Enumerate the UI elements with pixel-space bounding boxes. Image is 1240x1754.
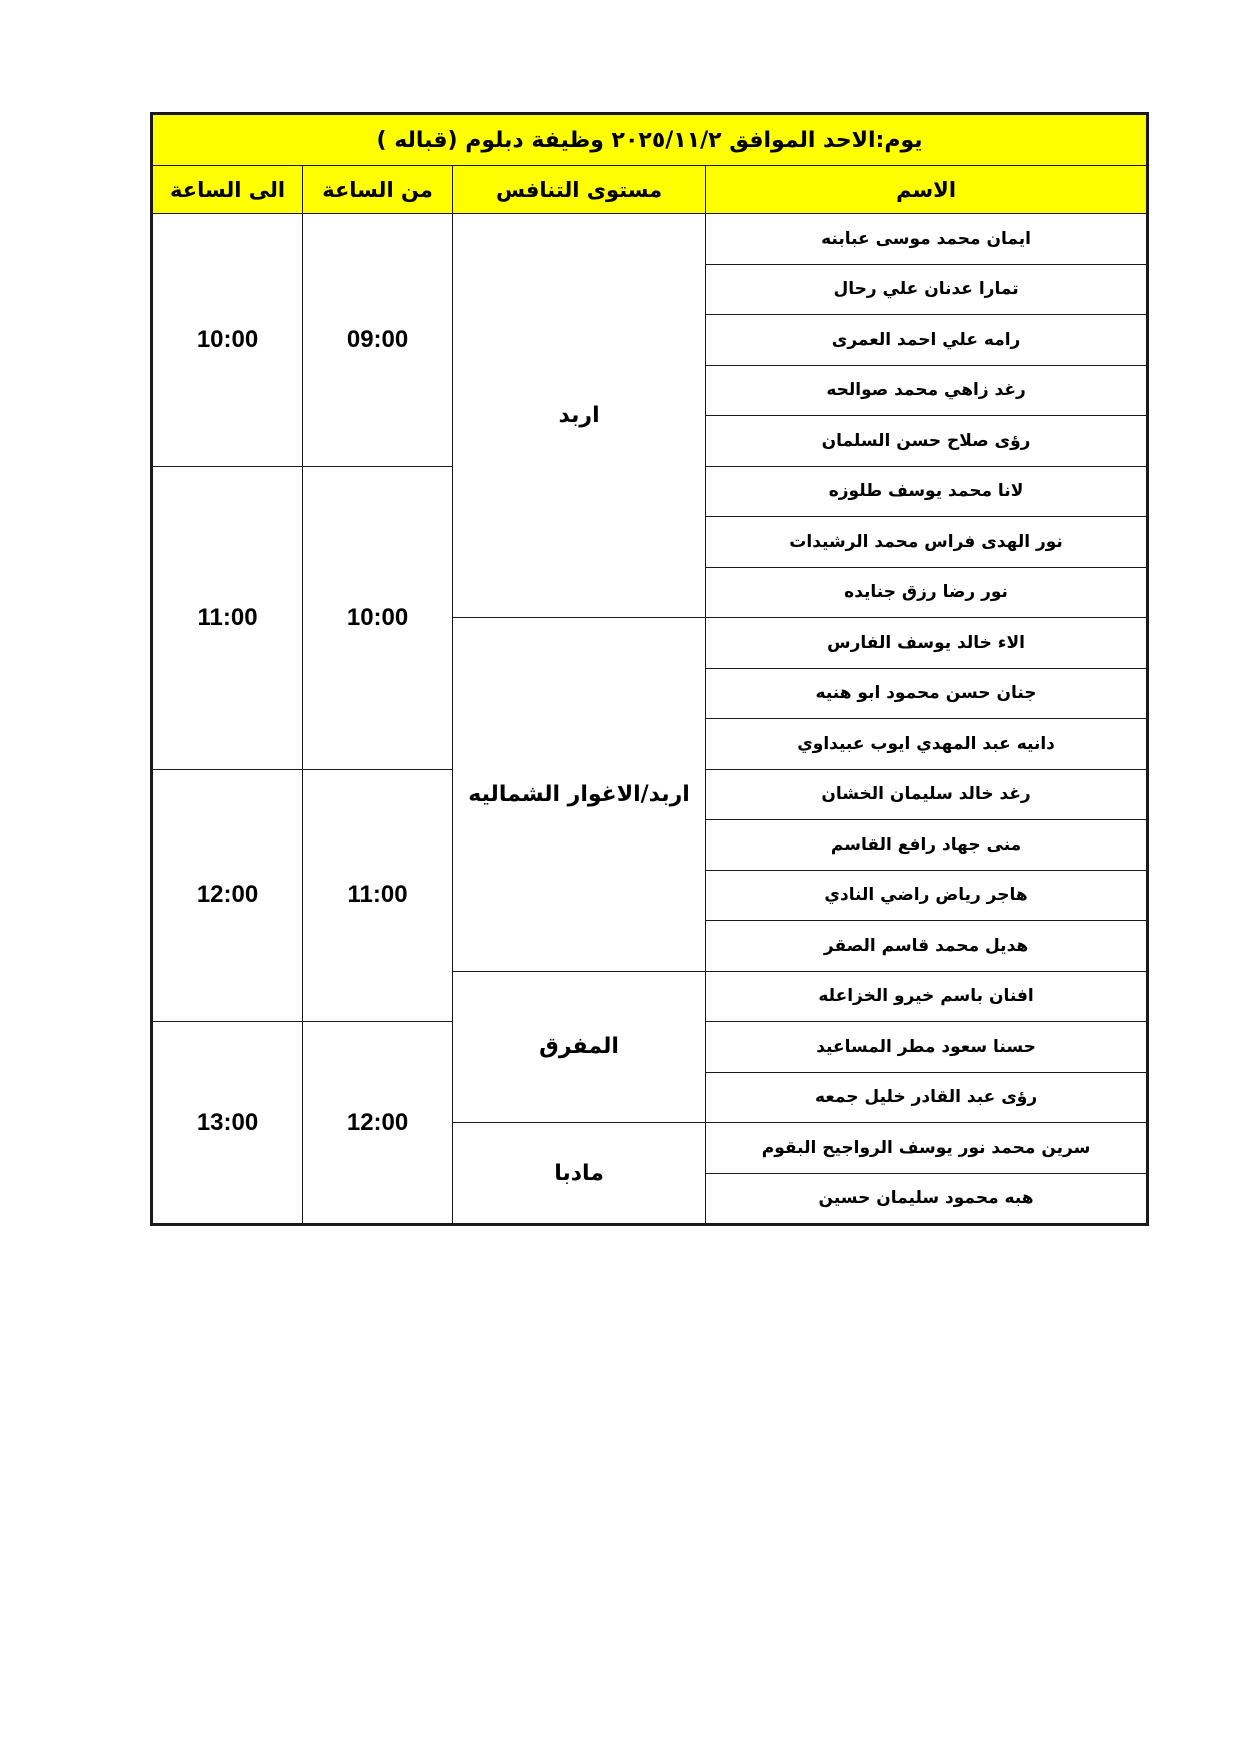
from-time: 09:00 [303,214,453,467]
candidate-name: رؤى صلاح حسن السلمان [706,416,1148,467]
column-header-to: الى الساعة [152,166,303,214]
candidate-name: نور الهدى فراس محمد الرشيدات [706,517,1148,568]
candidate-name: رغد خالد سليمان الخشان [706,769,1148,820]
to-time: 10:00 [152,214,303,467]
candidate-name: هبه محمود سليمان حسين [706,1173,1148,1225]
schedule-title: يوم:الاحد الموافق ٢٠٢٥/١١/٢ وظيفة دبلوم (قباله ) [152,114,1148,166]
to-time: 12:00 [152,769,303,1022]
region-cell: اربد/الاغوار الشماليه [453,618,706,972]
candidate-name: رؤى عبد القادر خليل جمعه [706,1072,1148,1123]
from-time: 12:00 [303,1022,453,1225]
candidate-name: حسنا سعود مطر المساعيد [706,1022,1148,1073]
candidate-name: الاء خالد يوسف الفارس [706,618,1148,669]
column-header-from: من الساعة [303,166,453,214]
candidate-name: جنان حسن محمود ابو هنيه [706,668,1148,719]
candidate-name: هاجر رياض راضي النادي [706,870,1148,921]
candidate-name: منى جهاد رافع القاسم [706,820,1148,871]
region-cell: المفرق [453,971,706,1123]
candidate-name: سرين محمد نور يوسف الرواجيح البقوم [706,1123,1148,1174]
candidate-name: دانيه عبد المهدي ايوب عبيداوي [706,719,1148,770]
from-time: 10:00 [303,466,453,769]
candidate-name: رامه علي احمد العمرى [706,315,1148,366]
candidate-name: نور رضا رزق جنايده [706,567,1148,618]
candidate-name: رغد زاهي محمد صوالحه [706,365,1148,416]
exam-schedule-table [150,112,1149,1226]
region-cell: مادبا [453,1123,706,1225]
candidate-name: لانا محمد يوسف طلوزه [706,466,1148,517]
candidate-name: افنان باسم خيرو الخزاعله [706,971,1148,1022]
candidate-name: تمارا عدنان علي رحال [706,264,1148,315]
to-time: 13:00 [152,1022,303,1225]
column-header-level: مستوى التنافس [453,166,706,214]
table-row [152,214,1148,265]
candidate-name: ايمان محمد موسى عبابنه [706,214,1148,265]
candidate-name: هديل محمد قاسم الصقر [706,921,1148,972]
region-cell: اربد [453,214,706,618]
to-time: 11:00 [152,466,303,769]
from-time: 11:00 [303,769,453,1022]
column-header-name: الاسم [706,166,1148,214]
